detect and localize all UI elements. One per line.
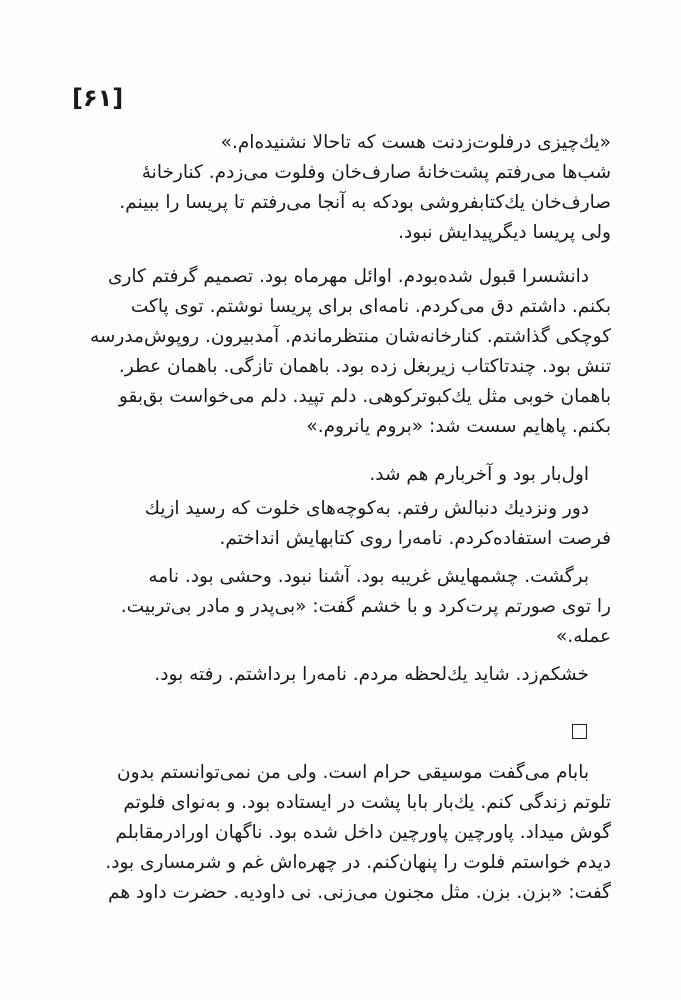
text-line: گفت: «بزن. بزن. مثل مجنون می‌زنی. نی داودیه. حضرت داود هم	[108, 882, 611, 903]
text-line: بکنم. پاهایم سست شد: «بروم یانروم.»	[306, 416, 611, 437]
text-line: «یك‌چیزی درفلوت‌زدنت هست که تاحالا نشنیده‌ام.»	[220, 132, 611, 153]
text-line: دیدم خواستم فلوت را پنهان‌کنم. در چهره‌اش غم و شرمساری بود.	[105, 852, 611, 873]
text-line: دانشسرا قبول شده‌بودم. اوائل مهرماه بود. تصمیم گرفتم کاری	[107, 266, 589, 287]
section-break-square-icon	[572, 724, 587, 739]
text-line: فرصت استفاده‌کردم. نامه‌را روی کتابهایش انداختم.	[219, 528, 611, 549]
text-line: دور ونزدیك دنبالش رفتم. به‌کوچه‌های خلوت که رسید ازیك	[144, 498, 589, 519]
paragraph-1	[60, 128, 611, 248]
text-line: را توی صورتم پرت‌کرد و با خشم گفت: «بی‌پدر و مادر بی‌تربیت.	[120, 596, 611, 617]
paragraph-6	[60, 660, 611, 690]
paragraph-2	[60, 262, 611, 442]
paragraph-5	[60, 562, 611, 652]
text-line: شب‌ها می‌رفتم پشت‌خانهٔ صارف‌خان وفلوت می‌زدم. کنارخانهٔ	[141, 162, 611, 183]
text-line: ولی پریسا دیگرپیدایش نبود.	[398, 222, 611, 243]
text-line: باهمان خوبی مثل یك‌کبوترکوهی. دلم تپید. دلم می‌خواست بق‌بقو	[118, 386, 611, 407]
paragraph-4	[60, 494, 611, 554]
text-line: کوچکی گذاشتم. کنارخانه‌شان منتظرماندم. آمدبیرون. روپوش‌مدرسه	[89, 326, 611, 347]
text-line: تلوتم زندگی کنم. یك‌بار بابا پشت در ایستاده بود. و به‌نوای فلوتم	[123, 792, 611, 813]
text-line: گوش میداد. پاورچین پاورچین داخل شده بود. ناگهان اورادرمقابلم	[115, 822, 611, 843]
text-line: بکنم. داشتم دق می‌کردم. نامه‌ای برای پریسا نوشتم. توی پاکت	[130, 296, 611, 317]
page-number: [۶۱]	[72, 84, 124, 112]
paragraph-3	[60, 460, 611, 490]
text-line: خشکم‌زد. شاید یك‌لحظه مردم. نامه‌را برداشتم. رفته بود.	[154, 664, 589, 685]
text-line: بابام می‌گفت موسیقی حرام است. ولی من نمی‌توانستم بدون	[116, 762, 589, 783]
text-line: صارف‌خان یك‌کتابفروشی بودکه به آنجا می‌رفتم تا پریسا را ببینم.	[119, 192, 611, 213]
text-line: تنش بود. چندتاکتاب زیربغل زده بود. باهمان تازگی. باهمان عطر.	[118, 356, 611, 377]
paragraph-7	[60, 758, 611, 908]
text-line: عمله.»	[556, 626, 611, 647]
text-line: اول‌بار بود و آخربارم هم شد.	[369, 464, 589, 485]
text-line: برگشت. چشمهایش غریبه بود. آشنا نبود. وحشی بود. نامه	[148, 566, 589, 587]
